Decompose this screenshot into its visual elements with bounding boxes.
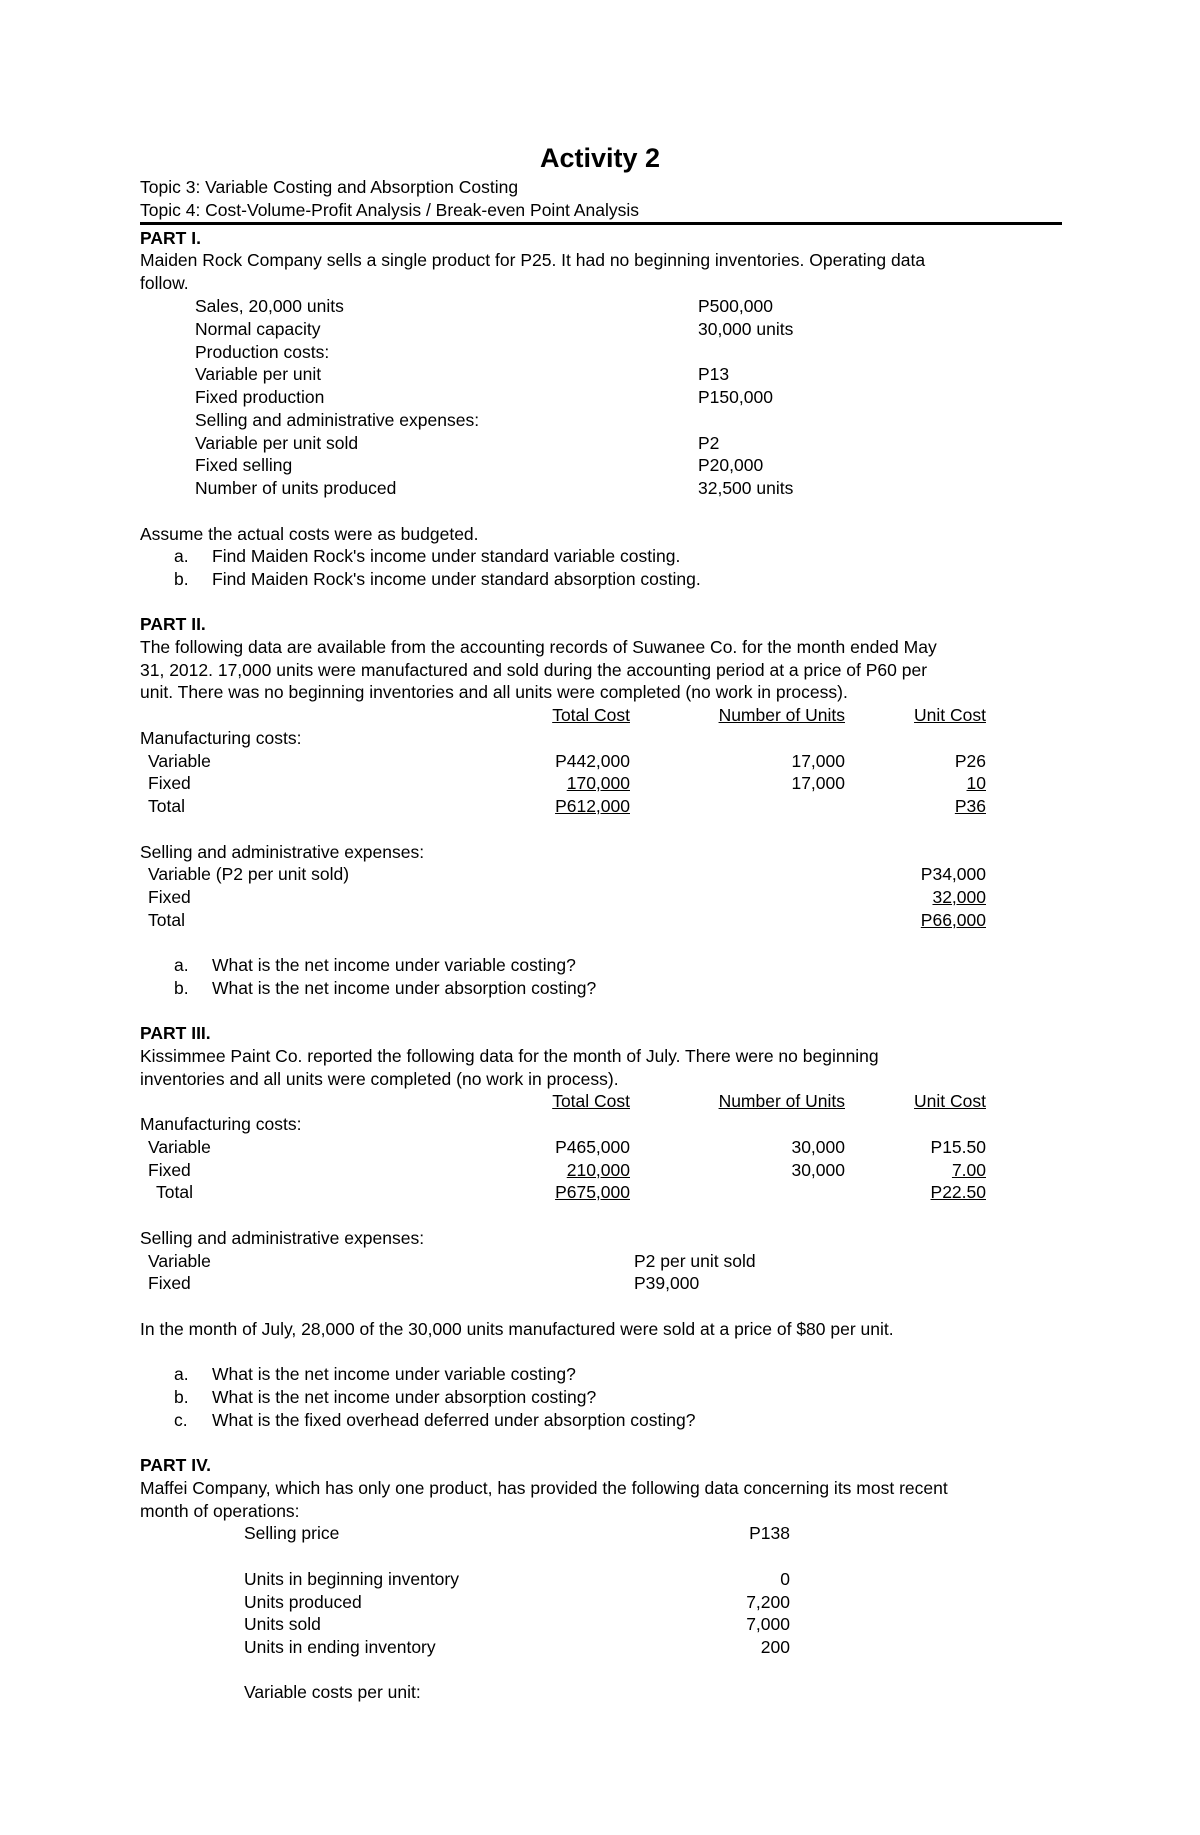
part1-intro-line-1: Maiden Rock Company sells a single product for P25. It had no beginning inventories. Operating data (140, 250, 926, 270)
part3-question-letter: a. (174, 1364, 189, 1384)
part2-mfg-row-units: 17,000 (791, 773, 845, 793)
part3-mfg-row-unit-cost: 7.00 (951, 1160, 986, 1180)
part3-mfg-row-label: Total (156, 1182, 193, 1202)
page-title: Activity 2 (539, 143, 661, 173)
part4-row-label: Units produced (244, 1592, 362, 1612)
part3-sa-row-label: Fixed (148, 1273, 191, 1293)
part2-sa-row-value: 32,000 (932, 887, 986, 907)
part3-intro-line-1: Kissimmee Paint Co. reported the following data for the month of July. There were no beginning (140, 1046, 879, 1066)
part4-row-value: 7,000 (746, 1614, 790, 1634)
part3-header-total-cost: Total Cost (552, 1091, 630, 1111)
part3-mfg-row-total: P465,000 (555, 1137, 630, 1157)
part3-mfg-row-label: Variable (148, 1137, 211, 1157)
part1-question-letter: a. (174, 546, 189, 566)
part1-heading: PART I. (140, 228, 201, 248)
topic-line-2: Topic 4: Cost-Volume-Profit Analysis / Break-even Point Analysis (140, 200, 639, 220)
part2-mfg-row-label: Fixed (148, 773, 191, 793)
part4-row-value: 0 (780, 1569, 790, 1589)
part1-row-label: Variable per unit sold (195, 433, 359, 453)
part2-intro-line-3: unit. There was no beginning inventories and all units were completed (no work in process). (140, 682, 848, 702)
part3-mfg-row-unit-cost: P22.50 (930, 1182, 986, 1202)
part2-mfg-row-label: Variable (148, 751, 211, 771)
part2-question-letter: b. (174, 978, 189, 998)
part3-question: What is the fixed overhead deferred under absorption costing? (212, 1410, 696, 1430)
part2-intro-line-2: 31, 2012. 17,000 units were manufactured and sold during the accounting period at a price of P60 per (140, 660, 928, 680)
part4-selling-price-label: Selling price (244, 1523, 340, 1543)
part2-mfg-row-label: Total (148, 796, 185, 816)
part3-heading: PART III. (140, 1023, 211, 1043)
part4-selling-price-value: P138 (749, 1523, 790, 1543)
part3-mfg-row-units: 30,000 (791, 1137, 845, 1157)
part3-question-letter: c. (174, 1410, 188, 1430)
part3-question: What is the net income under absorption costing? (212, 1387, 597, 1407)
part2-question: What is the net income under variable costing? (212, 955, 576, 975)
part3-mfg-row-label: Fixed (148, 1160, 191, 1180)
part2-header-total-cost: Total Cost (552, 705, 630, 725)
part1-row-value: P13 (698, 364, 730, 384)
header-divider (140, 222, 1062, 225)
part1-row-label: Normal capacity (195, 319, 321, 339)
part2-sa-label: Selling and administrative expenses: (140, 842, 425, 862)
part1-row-value: P500,000 (698, 296, 773, 316)
part3-mfg-label: Manufacturing costs: (140, 1114, 302, 1134)
part3-sa-label: Selling and administrative expenses: (140, 1228, 425, 1248)
part3-header-number-of-units: Number of Units (718, 1091, 845, 1111)
part2-mfg-row-total: P442,000 (555, 751, 630, 771)
part2-question: What is the net income under absorption costing? (212, 978, 597, 998)
part3-sa-row-value: P2 per unit sold (634, 1251, 756, 1271)
part4-heading: PART IV. (140, 1455, 211, 1475)
part4-row-value: 7,200 (746, 1592, 790, 1612)
topic-line-1: Topic 3: Variable Costing and Absorption Costing (140, 177, 519, 197)
part2-mfg-row-units: 17,000 (791, 751, 845, 771)
part1-row-label: Number of units produced (195, 478, 397, 498)
part2-sa-row-label: Total (148, 910, 185, 930)
part3-mfg-row-total: 210,000 (566, 1160, 630, 1180)
part1-question: Find Maiden Rock's income under standard variable costing. (212, 546, 681, 566)
part1-row-value: P150,000 (698, 387, 773, 407)
part4-row-label: Units sold (244, 1614, 321, 1634)
part2-intro-line-1: The following data are available from the accounting records of Suwanee Co. for the month ended May (140, 637, 937, 657)
part3-question-letter: b. (174, 1387, 189, 1407)
part2-sa-row-label: Variable (P2 per unit sold) (148, 864, 350, 884)
part4-row-label: Units in ending inventory (244, 1637, 436, 1657)
part1-row-value: 30,000 units (698, 319, 794, 339)
part2-mfg-row-total: P612,000 (555, 796, 630, 816)
part3-intro-line-2: inventories and all units were completed (no work in process). (140, 1069, 619, 1089)
part2-mfg-row-total: 170,000 (566, 773, 630, 793)
part1-row-value: P20,000 (698, 455, 764, 475)
part2-sa-row-label: Fixed (148, 887, 191, 907)
part1-row-label: Variable per unit (195, 364, 322, 384)
part3-sa-row-value: P39,000 (634, 1273, 700, 1293)
part1-row-value: 32,500 units (698, 478, 794, 498)
part1-row-label: Sales, 20,000 units (195, 296, 344, 316)
part3-mfg-row-unit-cost: P15.50 (930, 1137, 986, 1157)
part1-row-label: Selling and administrative expenses: (195, 410, 480, 430)
part2-sa-row-value: P66,000 (920, 910, 986, 930)
part1-intro-line-2: follow. (140, 273, 189, 293)
part1-question: Find Maiden Rock's income under standard absorption costing. (212, 569, 701, 589)
part4-variable-costs-label: Variable costs per unit: (244, 1682, 421, 1702)
part3-question: What is the net income under variable costing? (212, 1364, 576, 1384)
part4-intro-line-1: Maffei Company, which has only one product, has provided the following data concerning its most recent (140, 1478, 948, 1498)
part4-row-label: Units in beginning inventory (244, 1569, 459, 1589)
part1-question-letter: b. (174, 569, 189, 589)
part2-sa-row-value: P34,000 (920, 864, 986, 884)
part4-row-value: 200 (760, 1637, 790, 1657)
part1-row-label: Fixed production (195, 387, 325, 407)
part2-mfg-label: Manufacturing costs: (140, 728, 302, 748)
part3-sa-row-label: Variable (148, 1251, 211, 1271)
part1-row-value: P2 (698, 433, 720, 453)
part3-header-unit-cost: Unit Cost (914, 1091, 986, 1111)
part1-assumption: Assume the actual costs were as budgeted. (140, 524, 479, 544)
part4-intro-line-2: month of operations: (140, 1501, 300, 1521)
part2-mfg-row-unit-cost: P26 (954, 751, 986, 771)
part3-note: In the month of July, 28,000 of the 30,000 units manufactured were sold at a price of $80 per unit. (140, 1319, 894, 1339)
part2-header-unit-cost: Unit Cost (914, 705, 986, 725)
part3-mfg-row-total: P675,000 (555, 1182, 630, 1202)
part1-row-label: Fixed selling (195, 455, 293, 475)
part1-row-label: Production costs: (195, 342, 330, 362)
part2-question-letter: a. (174, 955, 189, 975)
part2-header-number-of-units: Number of Units (718, 705, 845, 725)
part2-mfg-row-unit-cost: P36 (954, 796, 986, 816)
part2-heading: PART II. (140, 614, 206, 634)
part2-mfg-row-unit-cost: 10 (966, 773, 986, 793)
part3-mfg-row-units: 30,000 (791, 1160, 845, 1180)
